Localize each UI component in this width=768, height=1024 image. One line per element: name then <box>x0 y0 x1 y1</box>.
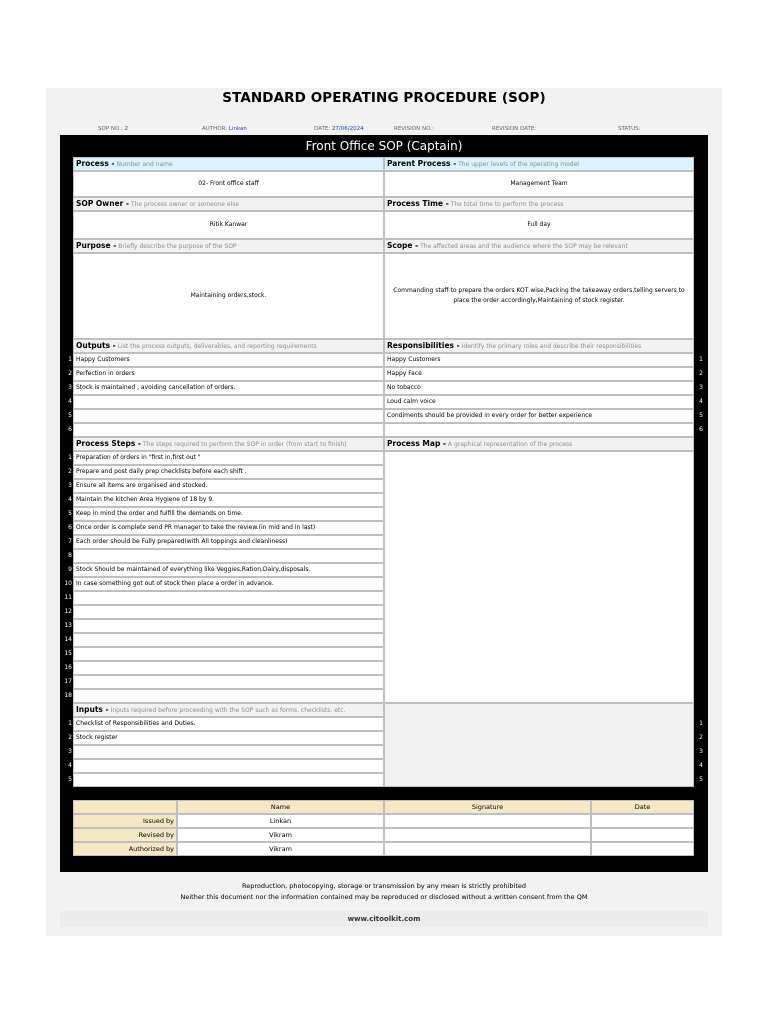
responsibility-item[interactable]: Happy Face <box>384 367 694 381</box>
date-value: 27/06/2024 <box>331 126 364 132</box>
input-number-right: 5 <box>699 776 703 783</box>
process-hint: Number and name <box>116 161 173 168</box>
step-number: 16 <box>64 664 72 671</box>
step-number: 6 <box>68 524 72 531</box>
purpose-label: Purpose - <box>76 241 117 250</box>
footer-line-1: Reproduction, photocopying, storage or transmission by any mean is strictly prohibited <box>241 882 526 890</box>
process-steps-label: Process Steps - <box>76 439 142 448</box>
step-number: 7 <box>68 538 72 545</box>
step-item[interactable] <box>73 549 384 563</box>
input-item[interactable] <box>73 759 384 773</box>
step-number: 5 <box>68 510 72 517</box>
step-number: 4 <box>68 496 72 503</box>
inputs-hint: Inputs required before proceeding with the SOP such as forms, checklists, etc. <box>110 707 346 714</box>
status-label: STATUS: <box>618 126 641 132</box>
step-number: 3 <box>68 482 72 489</box>
step-number: 9 <box>68 566 72 573</box>
date-label: DATE: <box>314 126 331 132</box>
output-number: 3 <box>68 384 72 391</box>
parent-process-header <box>384 157 694 171</box>
process-time-label: Process Time - <box>387 199 449 208</box>
responsibilities-label: Responsibilities - <box>387 341 460 350</box>
input-number: 5 <box>68 776 72 783</box>
input-item[interactable]: Checklist of Responsibilities and Duties. <box>73 717 384 731</box>
output-item[interactable]: Stock is maintained , avoiding cancellation of orders. <box>73 381 384 395</box>
step-item[interactable]: Keep in mind the order and fulfill the demands on time. <box>73 507 384 521</box>
step-number: 2 <box>68 468 72 475</box>
frame-title: Front Office SOP (Captain) <box>305 139 463 153</box>
output-item[interactable] <box>73 395 384 409</box>
input-item[interactable]: Stock register <box>73 731 384 745</box>
document-title: STANDARD OPERATING PROCEDURE (SOP) <box>222 90 546 106</box>
sop-no <box>98 126 128 132</box>
inputs-header <box>73 703 384 717</box>
step-number: 18 <box>64 692 72 699</box>
process-value[interactable]: 02- Front office staff <box>73 171 384 197</box>
step-number: 15 <box>64 650 72 657</box>
signoff-corner <box>73 800 177 814</box>
process-time-value[interactable]: Full day <box>384 211 694 239</box>
input-number-right: 3 <box>699 748 703 755</box>
responsibility-item[interactable]: Condiments should be provided in every order for better experience <box>384 409 694 423</box>
signoff-signature-header: Signature <box>384 800 591 814</box>
signoff-role: Issued by <box>73 814 177 828</box>
purpose-value[interactable]: Maintaining orders,stock. <box>73 253 384 339</box>
inputs-label: Inputs - <box>76 705 109 714</box>
signoff-name-header: Name <box>177 800 384 814</box>
signoff-date[interactable] <box>591 842 694 856</box>
step-item[interactable]: Once order is complete send PR manager to take the review.(in mid and in last) <box>73 521 384 535</box>
input-number-right: 1 <box>699 720 703 727</box>
signoff-date[interactable] <box>591 828 694 842</box>
output-number: 4 <box>68 398 72 405</box>
process-time-header <box>384 197 694 211</box>
process-map-area[interactable] <box>384 451 694 703</box>
output-item[interactable] <box>73 409 384 423</box>
revision-date-label: REVISION DATE: <box>492 126 537 132</box>
signoff-signature[interactable] <box>384 814 591 828</box>
step-item[interactable] <box>73 647 384 661</box>
author <box>202 126 247 132</box>
step-number: 8 <box>68 552 72 559</box>
parent-process-value[interactable]: Management Team <box>384 171 694 197</box>
step-number: 10 <box>64 580 72 587</box>
step-number: 1 <box>68 454 72 461</box>
outputs-hint: List the process outputs, deliverables, and reporting requirements <box>117 343 317 350</box>
step-item[interactable]: Each order should be Fully prepared(with All toppings and cleanliness) <box>73 535 384 549</box>
process-steps-header <box>73 437 384 451</box>
step-item[interactable] <box>73 661 384 675</box>
outputs-label: Outputs - <box>76 341 116 350</box>
step-item[interactable] <box>73 591 384 605</box>
signoff-signature[interactable] <box>384 828 591 842</box>
author-label: AUTHOR: <box>202 126 228 132</box>
output-item[interactable] <box>73 423 384 437</box>
purpose-hint: Briefly describe the purpose of the SOP <box>118 243 237 250</box>
step-item[interactable] <box>73 675 384 689</box>
step-number: 11 <box>64 594 72 601</box>
input-item[interactable] <box>73 745 384 759</box>
process-label: Process - <box>76 159 115 168</box>
parent-process-hint: The upper levels of the operating model <box>458 161 579 168</box>
footer-line-2: Neither this document nor the information contained may be reproduced or disclosed without a written consent from the QM <box>180 893 588 901</box>
step-number: 13 <box>64 622 72 629</box>
responsibilities-hint: Identify the primary roles and describe their responsibilities <box>461 343 642 350</box>
signoff-name[interactable]: Vikram <box>177 828 384 842</box>
responsibility-number: 3 <box>699 384 703 391</box>
step-item[interactable]: Maintain the kitchen Area Hygiene of 18 by 9. <box>73 493 384 507</box>
step-number: 14 <box>64 636 72 643</box>
responsibility-item[interactable] <box>384 423 694 437</box>
input-number-right: 2 <box>699 734 703 741</box>
output-item[interactable]: Perfection in orders <box>73 367 384 381</box>
sop-owner-header <box>73 197 384 211</box>
responsibility-item[interactable]: Loud calm voice <box>384 395 694 409</box>
signoff-role: Revised by <box>73 828 177 842</box>
process-map-hint: A graphical representation of the process <box>447 441 573 448</box>
input-number: 2 <box>68 734 72 741</box>
process-map-header <box>384 437 694 451</box>
step-item[interactable]: Ensure all items are organised and stocked. <box>73 479 384 493</box>
signoff-signature[interactable] <box>384 842 591 856</box>
input-number: 4 <box>68 762 72 769</box>
responsibility-number: 5 <box>699 412 703 419</box>
process-map-label: Process Map - <box>387 439 447 448</box>
output-number: 2 <box>68 370 72 377</box>
step-number: 17 <box>64 678 72 685</box>
parent-process-label: Parent Process - <box>387 159 457 168</box>
sop-owner-label: SOP Owner - <box>76 199 130 208</box>
output-number: 1 <box>68 356 72 363</box>
footer-website[interactable]: www.citoolkit.com <box>60 911 708 927</box>
signoff-role: Authorized by <box>73 842 177 856</box>
sop-owner-value[interactable]: Ritik Kanwar <box>73 211 384 239</box>
step-item[interactable]: Preparation of orders in "first in,first out " <box>73 451 384 465</box>
input-number: 3 <box>68 748 72 755</box>
step-item[interactable] <box>73 633 384 647</box>
output-item[interactable]: Happy Customers <box>73 353 384 367</box>
scope-header <box>384 239 694 253</box>
responsibility-item[interactable]: Happy Customers <box>384 353 694 367</box>
sop-owner-hint: The process owner or someone else <box>130 201 240 208</box>
signoff-date[interactable] <box>591 814 694 828</box>
responsibility-number: 1 <box>699 356 703 363</box>
scope-value[interactable]: Commanding staff to prepare the orders KOT wise,Packing the takeaway orders,telling servers to place the order accordingly,Maintaining of stock register. <box>384 253 694 339</box>
process-time-hint: The total time to perform the process <box>450 201 564 208</box>
step-item[interactable]: Stock Should be maintained of everything like Veggies,Ration,Dairy,disposals. <box>73 563 384 577</box>
purpose-header <box>73 239 384 253</box>
input-item[interactable] <box>73 773 384 787</box>
signoff-name[interactable]: Vikram <box>177 842 384 856</box>
scope-label: Scope - <box>387 241 419 250</box>
process-steps-hint: The steps required to perform the SOP in order (from start to finish) <box>142 441 347 448</box>
scope-hint: The affected areas and the audience where the SOP may be relevant <box>420 243 628 250</box>
revision-no-label: REVISION NO.: <box>394 126 434 132</box>
outputs-header <box>73 339 384 353</box>
step-item[interactable]: Prepare and post daily prep checklists before each shift . <box>73 465 384 479</box>
responsibility-number: 6 <box>699 426 703 433</box>
responsibility-number: 4 <box>699 398 703 405</box>
date <box>314 126 364 132</box>
sop-sheet <box>46 88 722 936</box>
step-item[interactable] <box>73 605 384 619</box>
step-item[interactable] <box>73 619 384 633</box>
input-number: 1 <box>68 720 72 727</box>
step-item[interactable] <box>73 689 384 703</box>
sop-no-label: SOP NO.: <box>98 126 123 132</box>
inputs-right-blank <box>384 703 694 787</box>
step-number: 12 <box>64 608 72 615</box>
author-value: Linkan <box>228 126 247 132</box>
output-number: 6 <box>68 426 72 433</box>
sop-frame <box>60 135 708 872</box>
input-number-right: 4 <box>699 762 703 769</box>
signoff-date-header: Date <box>591 800 694 814</box>
responsibilities-header <box>384 339 694 353</box>
sop-no-value: 2 <box>124 126 128 132</box>
signoff-name[interactable]: Linkan <box>177 814 384 828</box>
responsibility-item[interactable]: No tobacco <box>384 381 694 395</box>
process-header <box>73 157 384 171</box>
responsibility-number: 2 <box>699 370 703 377</box>
output-number: 5 <box>68 412 72 419</box>
step-item[interactable]: In case something got out of stock then place a order in advance. <box>73 577 384 591</box>
